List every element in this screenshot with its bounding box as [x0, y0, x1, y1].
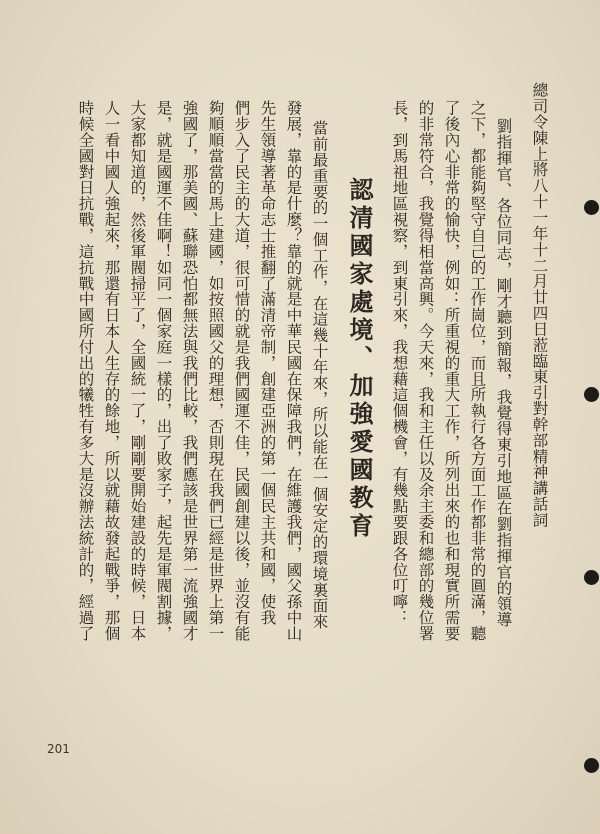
text-column: 了後內心非常的愉快，例如：所重視的重大工作，所列出來的也和現實所需要: [442, 100, 461, 642]
text-column: 夠順順當當的馬上建國，如按照國父的理想，否則現在我們已經是世界上第一: [206, 100, 225, 642]
document-header: 總司令陳上將八十一年十二月廿四日蒞臨東引對幹部精神講話詞: [530, 82, 549, 528]
binder-hole: [584, 387, 599, 402]
page-number: 201: [47, 742, 70, 756]
text-column: 之下，都能夠堅守自己的工作崗位，而且所執行各方面工作都非常的圓滿，聽: [468, 100, 487, 642]
text-column: 是，就是國運不佳啊！如同一個家庭一樣的，出了敗家子，起先是軍閥割據，: [154, 100, 173, 642]
binder-hole: [584, 200, 599, 215]
binder-hole: [584, 758, 599, 773]
text-column: 長，到馬祖地區視察，到東引來，我想藉這個機會，有幾點要跟各位叮嚀：: [390, 100, 409, 626]
text-column: 們步入了民主的大道，很可惜的就是我們國運不佳，民國創建以後，並沒有能: [232, 100, 251, 642]
text-column: 大家都知道的，然後軍閥掃平了，全國統一了，剛剛要開始建設的時候，日本: [128, 100, 147, 642]
text-column: 人一看中國人強起來，那還有日本人生存的餘地，所以就藉故發起戰爭，那個: [102, 100, 121, 642]
text-column: 先生領導著革命志士推翻了滿清帝制，創建亞洲的第一個民主共和國，使我: [258, 100, 277, 626]
binder-hole: [584, 570, 599, 585]
text-column: 當前最重要的一個工作，在這幾十年來，所以能在一個安定的環境裏面來: [310, 120, 329, 630]
text-column: 的非常符合，我覺得相當高興。今天來，我和主任以及余主委和總部的幾位署: [416, 100, 435, 642]
text-column: 強國了，那美國、蘇聯恐怕都無法與我們比較，我們應該是世界第一流強國才: [180, 100, 199, 642]
text-column: 發展，靠的是什麼？靠的就是中華民國在保障我們，在維護我們，國父孫中山: [284, 100, 303, 642]
text-column: 時候全國對日抗戰，這抗戰中國所付出的犧牲有多大是沒辦法統計的，經過了: [76, 100, 95, 642]
text-column: 劉指揮官、各位同志，剛才聽到簡報，我覺得東引地區在劉指揮官的領導: [494, 118, 513, 628]
section-heading: 認清國家處境、加強愛國教育: [345, 177, 374, 541]
